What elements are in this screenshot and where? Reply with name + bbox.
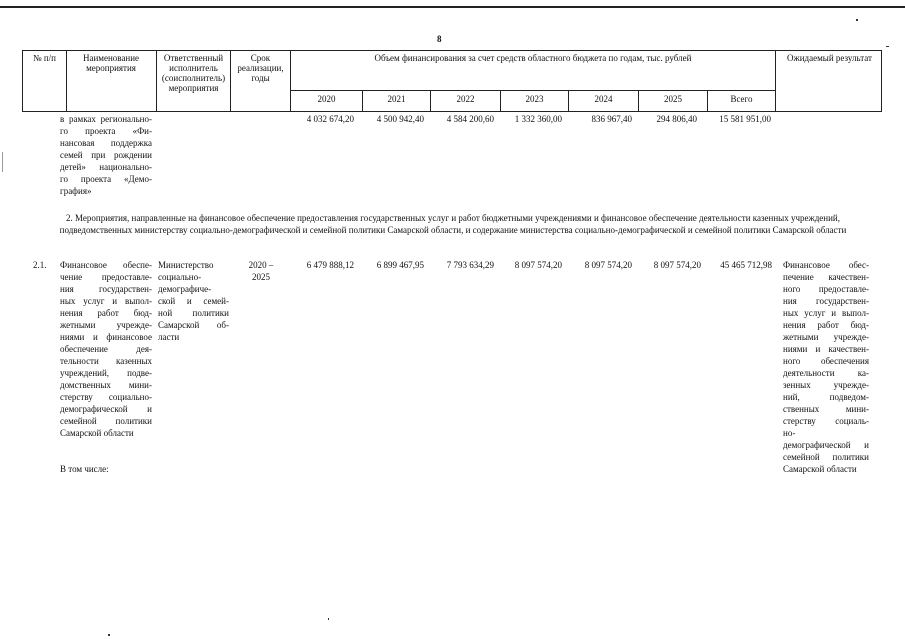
year-2025: 2025	[664, 94, 682, 104]
row-number: 2.1.	[33, 260, 47, 270]
resp-line: ласти	[158, 332, 180, 342]
carry-row-name	[60, 113, 152, 197]
name-line: Самарской области	[60, 428, 134, 438]
header-term: Срок реализации, годы	[237, 53, 284, 83]
result-line: печение качествен-	[783, 272, 869, 282]
result-line: ний, подведом-	[783, 392, 869, 402]
row-2-1-term	[240, 259, 282, 283]
resp-line: демографиче-	[158, 284, 212, 294]
carry-value-2025: 294 806,40	[656, 114, 697, 124]
year-2022: 2022	[456, 94, 475, 104]
resp-line: ной политики	[158, 308, 229, 318]
result-line: зенных учрежде-	[783, 380, 869, 390]
result-line: жетными учрежде-	[783, 332, 869, 342]
carry-row-name-line: в рамках регионально-	[60, 114, 152, 124]
name-line: ных услуг и выпол-	[60, 296, 152, 306]
name-line: обеспечение дея-	[60, 344, 152, 354]
header-name: Наименование мероприятия	[82, 53, 140, 73]
row-2-1-responsible	[158, 259, 229, 343]
row-2-1-name	[60, 259, 152, 439]
carry-row-name-line: детей» национально-	[60, 162, 152, 172]
resp-line: Министерство	[158, 260, 214, 270]
result-line: демографической и	[783, 440, 869, 450]
name-line: жетными учрежде-	[60, 320, 152, 330]
resp-line: ской и семей-	[158, 296, 229, 306]
result-line: ния государствен-	[783, 296, 869, 306]
name-line: тельности казенных	[60, 356, 152, 366]
year-2024: 2024	[594, 94, 613, 104]
scan-speck	[328, 618, 329, 620]
carry-value-2023: 1 332 360,00	[514, 114, 562, 124]
header-responsible: Ответственный исполнитель (соисполнитель) мероприятия	[161, 53, 226, 93]
name-line: ния государствен-	[60, 284, 152, 294]
name-line: нения работ бюд-	[60, 308, 152, 318]
result-line: Финансовое обес-	[783, 260, 869, 270]
carry-row-name-line: семей при рождении	[60, 150, 152, 160]
carry-row-name-line: нансовая поддержка	[60, 138, 152, 148]
row-value-2022: 7 793 634,29	[446, 260, 494, 270]
row-value-2024: 8 097 574,20	[584, 260, 632, 270]
result-line: семейной политики	[783, 452, 869, 462]
carry-value-2022: 4 584 200,60	[446, 114, 494, 124]
result-line: деятельности ка-	[783, 368, 869, 378]
scan-speck	[108, 634, 110, 636]
result-line: Самарской области	[783, 464, 857, 474]
term-line: 2025	[252, 272, 270, 282]
carry-row-name-line: графия»	[60, 186, 92, 196]
row-value-total: 45 465 712,98	[720, 260, 772, 270]
header-table	[22, 50, 882, 112]
name-line: чение предоставле-	[60, 272, 152, 282]
resp-line: социально-	[158, 272, 202, 282]
year-total: Всего	[730, 94, 753, 104]
header-financing: Объем финансирования за счет средств областного бюджета по годам, тыс. рублей	[374, 53, 692, 63]
row-value-2025: 8 097 574,20	[653, 260, 701, 270]
name-line: Финансовое обеспе-	[60, 260, 152, 270]
name-line: ниями и финансовое	[60, 332, 152, 342]
year-2020: 2020	[317, 94, 336, 104]
page-top-border	[0, 6, 905, 8]
result-line: нения работ бюд-	[783, 320, 869, 330]
result-line: ственных мини-	[783, 404, 869, 414]
header-number: № п/п	[33, 53, 56, 63]
name-line: стерству социально-	[60, 392, 152, 402]
header-expected-result: Ожидаемый результат	[787, 53, 872, 63]
including-label: В том числе:	[60, 464, 109, 474]
scan-edge-mark	[2, 152, 3, 172]
year-2023: 2023	[525, 94, 544, 104]
scan-speck	[886, 46, 889, 47]
result-line: ного обеспечения	[783, 356, 869, 366]
carry-row-name-line: го проекта «Фи-	[60, 126, 152, 136]
result-line: ного предоставле-	[783, 284, 869, 294]
name-line: семейной политики	[60, 416, 152, 426]
result-line: ниями и качествен-	[783, 344, 869, 354]
result-line: но-	[783, 428, 796, 438]
page-number: 8	[437, 34, 442, 44]
row-2-1-expected-result	[783, 259, 869, 475]
resp-line: Самарской об-	[158, 320, 229, 330]
row-value-2020: 6 479 888,12	[306, 260, 354, 270]
name-line: демографической и	[60, 404, 152, 414]
term-line: 2020 –	[248, 260, 274, 270]
carry-value-2024: 836 967,40	[591, 114, 632, 124]
row-value-2021: 6 899 467,95	[376, 260, 424, 270]
carry-value-total: 15 581 951,00	[719, 114, 771, 124]
carry-value-2020: 4 032 674,20	[306, 114, 354, 124]
carry-row-name-line: го проекта «Демо-	[60, 174, 152, 184]
name-line: учреждений, подве-	[60, 368, 152, 378]
year-2021: 2021	[387, 94, 406, 104]
carry-value-2021: 4 500 942,40	[376, 114, 424, 124]
section-2-title: 2. Мероприятия, направленные на финансовое обеспечение предоставления государственных услуг и работ бюджетными учреждениями и финансовое обеспечение деятельности казенных учреждений, подведомственных министерству социально-демографической и семейной политики Самарской области, и содержание министерства социально-демографической и семейной политики Самарской области	[59, 213, 847, 235]
row-value-2023: 8 097 574,20	[514, 260, 562, 270]
scan-speck	[856, 19, 858, 21]
name-line: домственных мини-	[60, 380, 152, 390]
result-line: стерству социаль-	[783, 416, 869, 426]
result-line: ных услуг и выпол-	[783, 308, 869, 318]
